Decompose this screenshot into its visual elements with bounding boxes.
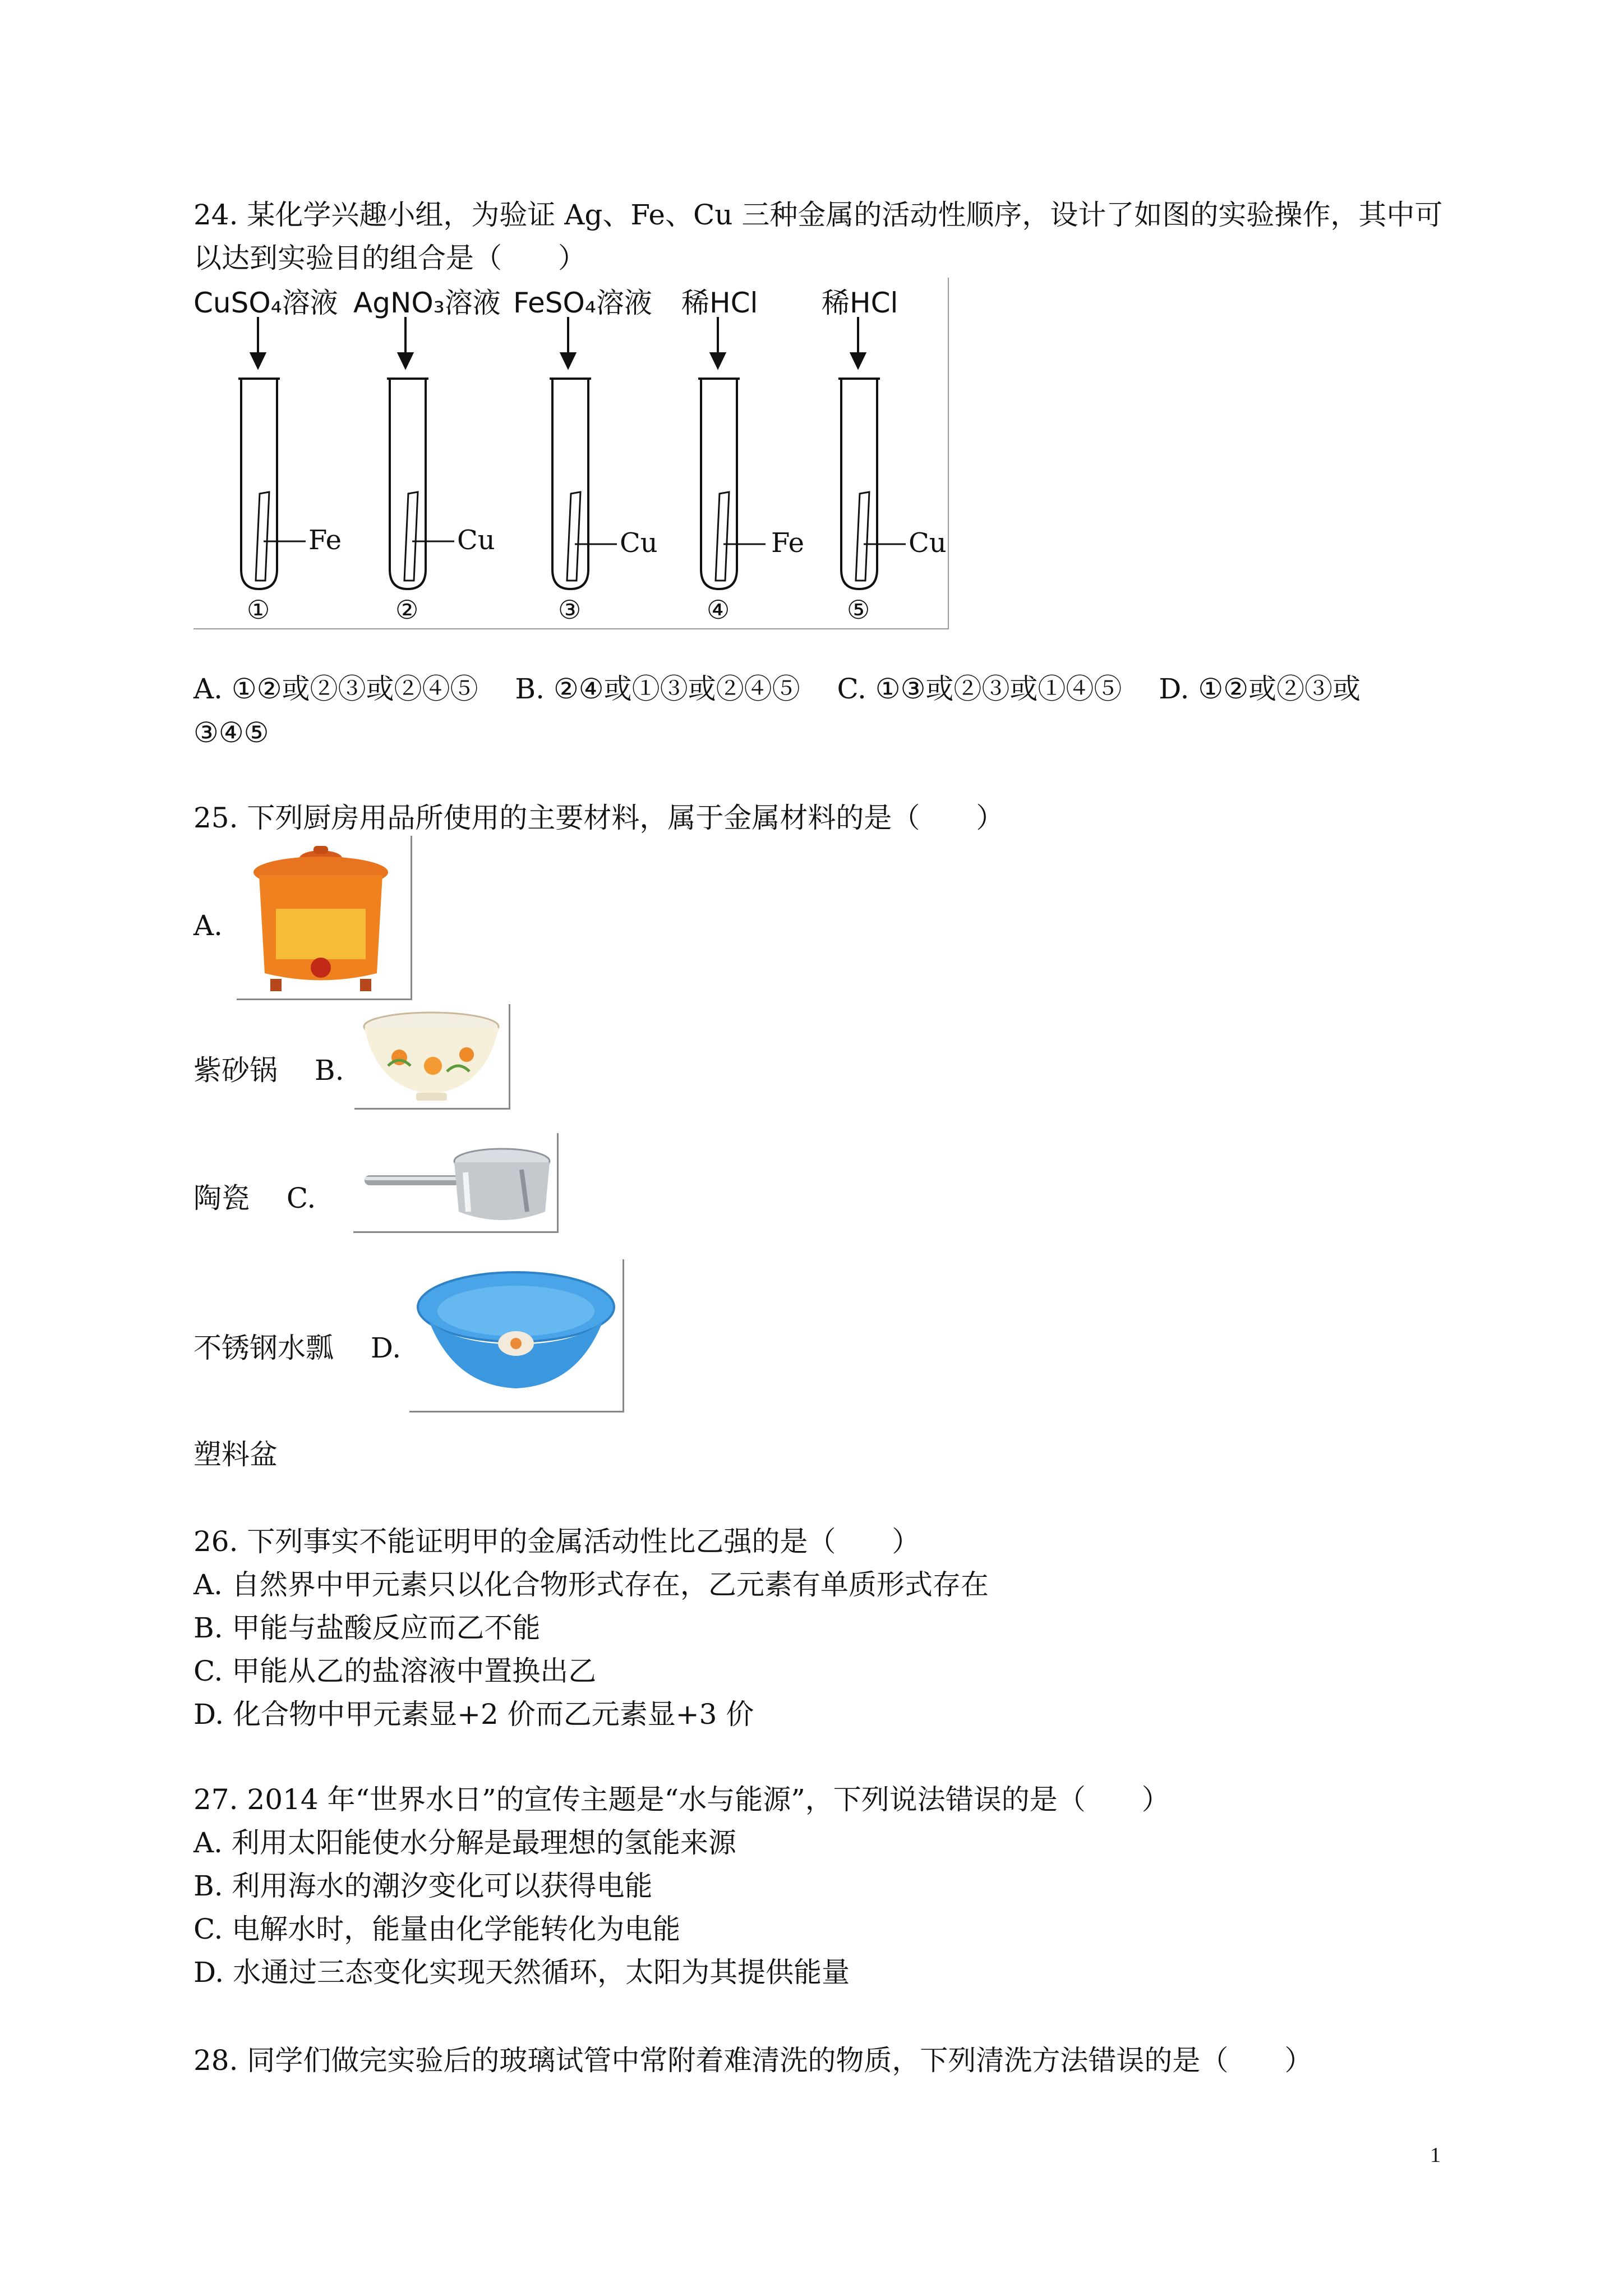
q25-option-b-caption: 陶瓷 [193, 1182, 250, 1214]
tube2-reagent-label: AgNO₃溶液 [353, 287, 501, 319]
q25-option-c-caption-line [193, 1327, 401, 1369]
tube3-metal-label: Cu [620, 527, 658, 559]
q25-option-a-caption-line [193, 1049, 344, 1092]
ceramic-bowl-image [354, 1004, 510, 1110]
q25-option-c-letter: C. [286, 1182, 316, 1214]
tube3-reagent-label: FeSO₄溶液 [513, 287, 652, 319]
tube4-number: ④ [707, 595, 730, 625]
q24-options-line1: A. ①②或②③或②④⑤ B. ②④或①③或②④⑤ C. ①③或②③或①④⑤ D. ①②或②③或 [193, 673, 1361, 705]
tube2-metal-label: Cu [457, 524, 495, 556]
clay-pot-image [237, 836, 412, 1000]
q28-stem: 28. 同学们做完实验后的玻璃试管中常附着难清洗的物质，下列清洗方法错误的是（ ） [193, 2044, 1313, 2077]
tube1-metal-label: Fe [308, 524, 342, 556]
tube5-reagent-label: 稀HCl [822, 287, 898, 319]
q25-option-b-caption-line [193, 1177, 316, 1220]
q26-option-d: D. 化合物中甲元素显+2 价而乙元素显+3 价 [193, 1698, 754, 1731]
q26-option-b: B. 甲能与盐酸反应而乙不能 [193, 1612, 541, 1644]
q25-option-b-letter: B. [314, 1054, 344, 1087]
q27-option-d: D. 水通过三态变化实现天然循环，太阳为其提供能量 [193, 1956, 850, 1989]
q26-stem: 26. 下列事实不能证明甲的金属活动性比乙强的是（ ） [193, 1525, 920, 1558]
q24-stem-line2: 以达到实验目的组合是（ ） [193, 242, 586, 274]
tube3-number: ③ [558, 595, 582, 625]
q25-stem: 25. 下列厨房用品所使用的主要材料，属于金属材料的是（ ） [193, 802, 1004, 834]
q27-option-c: C. 电解水时，能量由化学能转化为电能 [193, 1913, 681, 1945]
tube4-reagent-label: 稀HCl [681, 287, 758, 319]
page-number: 1 [1430, 2143, 1441, 2167]
tube1-reagent-label: CuSO₄溶液 [193, 287, 338, 319]
q24-test-tube-figure [193, 278, 949, 629]
q25-option-a-letter: A. [193, 909, 223, 942]
q25-option-a-caption: 紫砂锅 [193, 1054, 278, 1087]
tube2-number: ② [395, 595, 419, 625]
tube4-metal-label: Fe [771, 527, 805, 559]
stainless-ladle-image [353, 1133, 559, 1233]
q27-option-b: B. 利用海水的潮汐变化可以获得电能 [193, 1870, 653, 1902]
tube5-number: ⑤ [847, 595, 870, 625]
q24-options-line2: ③④⑤ [193, 716, 269, 749]
tube5-metal-label: Cu [909, 527, 947, 559]
plastic-basin-image [409, 1259, 624, 1412]
q25-option-d-caption: 塑料盆 [193, 1438, 278, 1471]
q24-stem-line1: 24. 某化学兴趣小组，为验证 Ag、Fe、Cu 三种金属的活动性顺序，设计了如图的实验操作，其中可 [193, 199, 1443, 231]
q26-option-a: A. 自然界中甲元素只以化合物形式存在，乙元素有单质形式存在 [193, 1568, 989, 1601]
q27-option-a: A. 利用太阳能使水分解是最理想的氢能来源 [193, 1826, 736, 1859]
tube1-number: ① [247, 595, 270, 625]
test-tube-diagram [193, 278, 948, 628]
q27-stem: 27. 2014 年“世界水日”的宣传主题是“水与能源”，下列说法错误的是（ ） [193, 1783, 1170, 1816]
q26-option-c: C. 甲能从乙的盐溶液中置换出乙 [193, 1655, 597, 1687]
q25-option-c-caption: 不锈钢水瓢 [193, 1332, 334, 1364]
q25-option-d-letter: D. [370, 1332, 402, 1364]
